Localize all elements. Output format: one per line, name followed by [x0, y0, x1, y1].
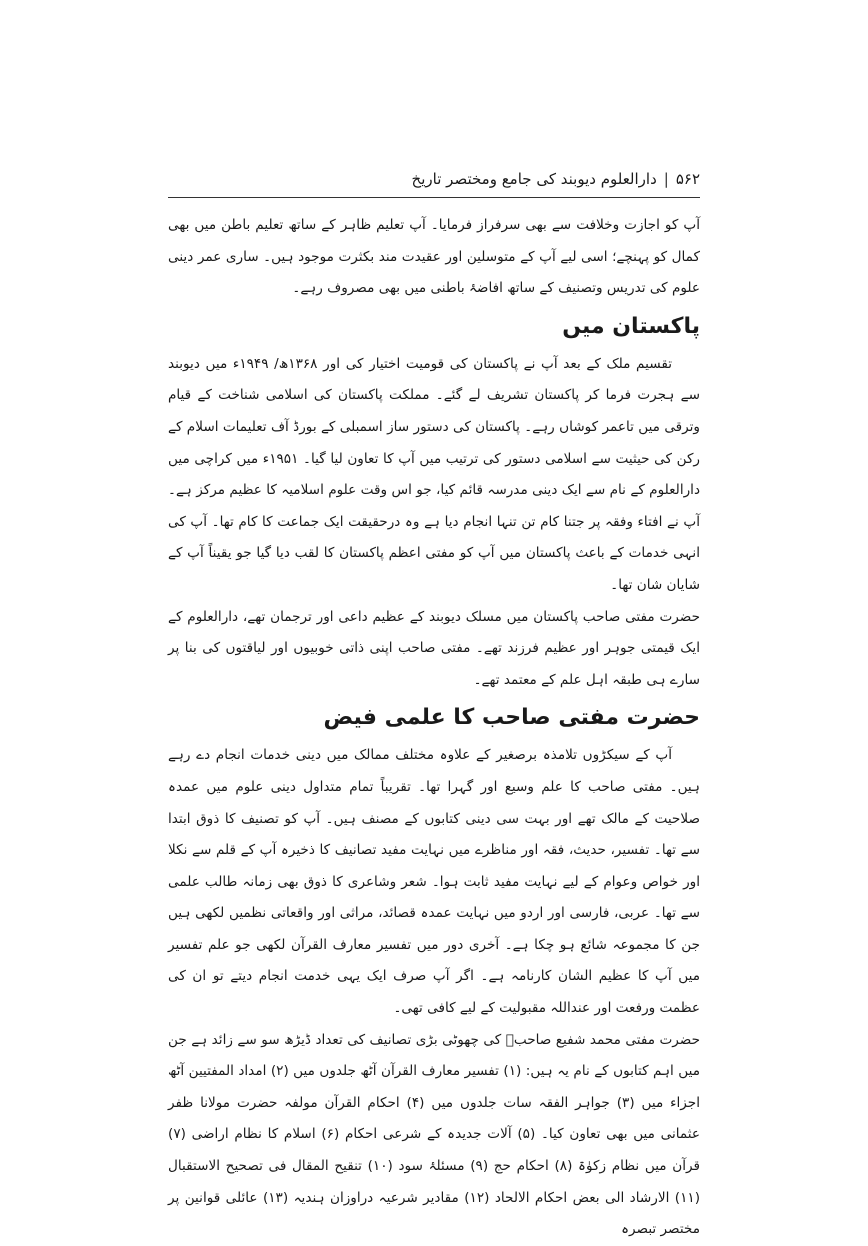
paragraph-book-list: حضرت مفتی محمد شفیع صاحبؒ کی چھوٹی بڑی تصانیف کی تعداد ڈیڑھ سو سے زائد ہے جن میں اہم کتابوں کے نام یہ ہیں: (۱) تفسیر معارف القرآن آٹھ جلدوں میں (۲) امداد المفتیین آٹھ اجزاء میں (۳) جواہر الفقہ سات جلدوں میں (۴) احکام القرآن مولفہ حضرت مولانا ظفر عثمانی میں بھی تعاون کیا۔ (۵) آلات جدیدہ کے شرعی احکام (۶) اسلام کا نظام اراضی (۷) قرآن میں نظام زکوٰۃ (۸) احکام حج (۹) مسئلۂ سود (۱۰) تنقیح المقال فی تصحیح الاستقبال (۱۱) الارشاد الی بعض احکام الالحاد (۱۲) مقادیر شرعیہ دراوزان ہندیہ (۱۳) عائلی قوانین پر مختصر تبصرہ — [168, 1031, 700, 1238]
header-rule — [168, 197, 700, 198]
page-body — [168, 210, 700, 1246]
paragraph-students-and-works: آپ کے سیکڑوں تلامذہ برصغیر کے علاوہ مختلف ممالک میں دینی خدمات انجام دے رہے ہیں۔ مفتی صاحب کا علم وسیع اور گہرا تھا۔ تقریباً تمام متداول دینی علوم میں عمدہ صلاحیت کے مالک تھے اور بہت سی دینی کتابوں کے مصنف ہیں۔ آپ کو تصنیف کا ذوق ابتدا سے تھا۔ تفسیر، حدیث، فقہ اور مناظرے میں نہایت مفید تصانیف کا ذخیرہ آپ کے قلم سے نکلا اور خواص وعوام کے لیے نہایت مفید ثابت ہوا۔ شعر وشاعری کا ذوق بھی زمانہ طالب علمی سے تھا۔ عربی، فارسی اور اردو میں نہایت عمدہ قصائد، مراثی اور واقعاتی نظمیں لکھی ہیں جن کا مجموعہ شائع ہو چکا ہے۔ آخری دور میں تفسیر معارف القرآن لکھی جو علم تفسیر میں آپ کا عظیم الشان کارنامہ ہے۔ اگر آپ صرف ایک یہی خدمت انجام دیتے تو ان کی عظمت ورفعت اور عنداللہ مقبولیت کے لیے کافی تھی۔ — [168, 747, 700, 1017]
section-heading-ilmi-faiz: حضرت مفتی صاحب کا علمی فیض — [323, 705, 700, 731]
running-head — [168, 166, 700, 192]
paragraph-continuation: آپ کو اجازت وخلافت سے بھی سرفراز فرمایا۔ آپ تعلیم ظاہر کے ساتھ تعلیم باطن میں بھی کمال کو پہنچے؛ اسی لیے آپ کے متوسلین اور عقیدت مند بکثرت موجود ہیں۔ ساری عمر دینی علوم کی تدریس وتصنیف کے ساتھ افاضۂ باطنی میں بھی مصروف رہے۔ — [168, 217, 700, 297]
paragraph-pakistan: تقسیم ملک کے بعد آپ نے پاکستان کی قومیت اختیار کی اور ۱۳۶۸ھ/ ۱۹۴۹ء میں دیوبند سے ہجرت فرما کر پاکستان تشریف لے گئے۔ مملکت پاکستان کی اسلامی شناخت کے قیام وترقی میں تاعمر کوشاں رہے۔ پاکستان کی دستور ساز اسمبلی کے بورڈ آف تعلیمات اسلام کے رکن کی حیثیت سے اسلامی دستور کی ترتیب میں آپ کا تعاون لیا گیا۔ ۱۹۵۱ء میں کراچی میں دارالعلوم کے نام سے ایک دینی مدرسہ قائم کیا، جو اس وقت علوم اسلامیہ کا عظیم مرکز ہے۔ آپ نے افتاء وفقہ پر جتنا کام تن تنہا انجام دیا ہے وہ درحقیقت ایک جماعت کا کام تھا۔ آپ کی انہی خدمات کے باعث پاکستان میں آپ کو مفتی اعظم پاکستان کا لقب دیا گیا جو یقیناً آپ کے شایان شان تھا۔ — [168, 355, 700, 593]
paragraph-mufti-role: حضرت مفتی صاحب پاکستان میں مسلک دیوبند کے عظیم داعی اور ترجمان تھے، دارالعلوم کے ایک قیمتی جوہر اور عظیم فرزند تھے۔ مفتی صاحب اپنی ذاتی خوبیوں اور لیاقتوں کی بنا پر سارے ہی طبقہ اہل علم کے معتمد تھے۔ — [168, 608, 700, 688]
book-title: دارالعلوم دیوبند کی جامع ومختصر تاریخ — [411, 170, 657, 188]
section-heading-pakistan: پاکستان میں — [562, 313, 700, 339]
header-separator: | — [663, 170, 669, 188]
page-number: ۵۶۲ — [675, 170, 700, 188]
